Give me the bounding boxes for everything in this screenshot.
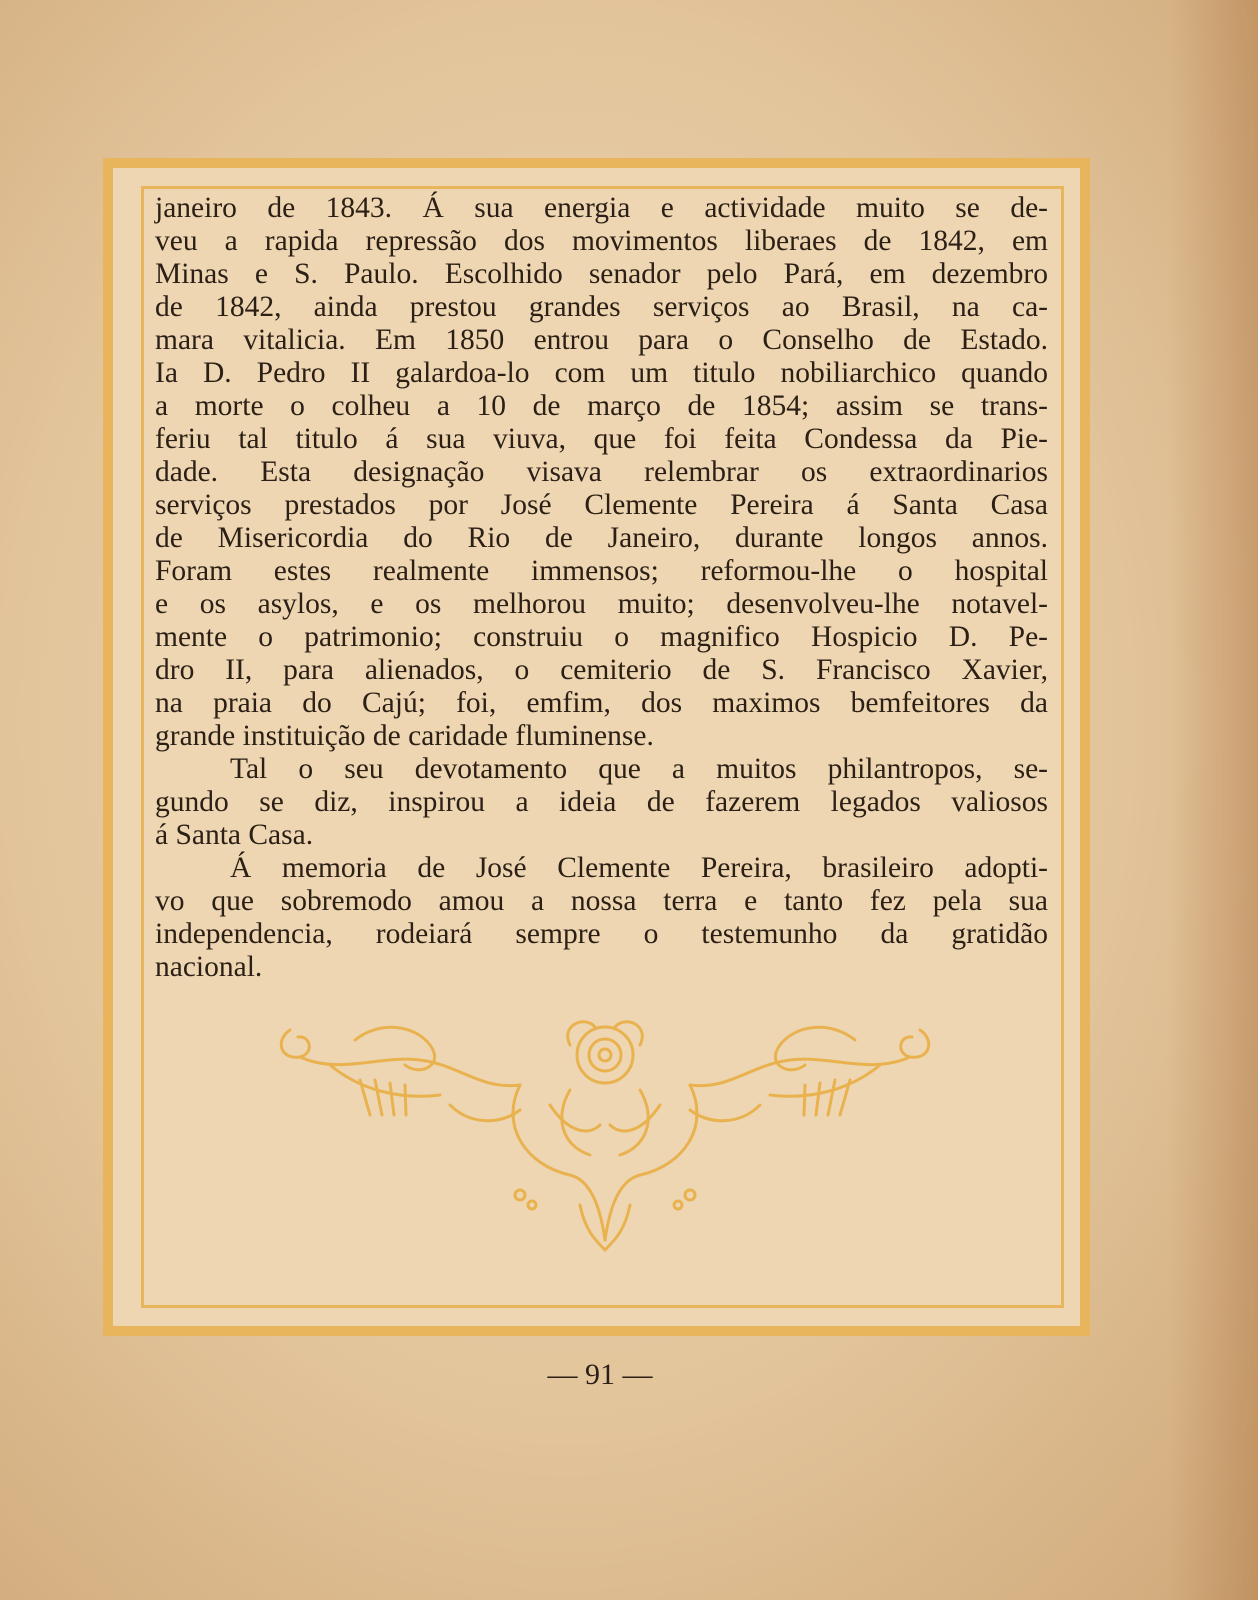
text-line: na praia do Cajú; foi, emfim, dos maximos bemfeitores da [155,687,1048,719]
text-line: feriu tal titulo á sua viuva, que foi feita Condessa da Pie- [155,423,1048,455]
text-line: gundo se diz, inspirou a ideia de fazerem legados valiosos [155,786,1048,818]
text-line: mara vitalicia. Em 1850 entrou para o Conselho de Estado. [155,324,1048,356]
text-line: dro II, para alienados, o cemiterio de S. Francisco Xavier, [155,654,1048,686]
text-line: Tal o seu devotamento que a muitos philantropos, se- [230,753,1048,785]
page-number: — 91 — [547,1358,653,1391]
text-line: de 1842, ainda prestou grandes serviços ao Brasil, na ca- [155,291,1048,323]
text-line: Minas e S. Paulo. Escolhido senador pelo Pará, em dezembro [155,258,1048,290]
text-line: á Santa Casa. [155,819,314,851]
text-line: veu a rapida repressão dos movimentos liberaes de 1842, em [155,225,1048,257]
floral-ornament-icon [270,1015,940,1255]
text-line: vo que sobremodo amou a nossa terra e tanto fez pela sua [155,885,1048,917]
text-line: Ia D. Pedro II galardoa-lo com um titulo nobiliarchico quando [155,357,1048,389]
text-line: grande instituição de caridade fluminense. [155,720,654,752]
text-line: independencia, rodeiará sempre o testemunho da gratidão [155,918,1048,950]
text-line: serviços prestados por José Clemente Pereira á Santa Casa [155,489,1048,521]
text-line: a morte o colheu a 10 de março de 1854; assim se trans- [155,390,1048,422]
text-line: nacional. [155,951,263,983]
text-line: mente o patrimonio; construiu o magnifico Hospicio D. Pe- [155,621,1048,653]
text-line: Foram estes realmente immensos; reformou-lhe o hospital [155,555,1048,587]
text-line: de Misericordia do Rio de Janeiro, durante longos annos. [155,522,1048,554]
text-line: Á memoria de José Clemente Pereira, brasileiro adopti- [230,852,1048,884]
text-line: dade. Esta designação visava relembrar os extraordinarios [155,456,1048,488]
text-line: e os asylos, e os melhorou muito; desenvolveu-lhe notavel- [155,588,1048,620]
text-line: janeiro de 1843. Á sua energia e actividade muito se de- [155,192,1048,224]
body-text [155,192,1048,984]
